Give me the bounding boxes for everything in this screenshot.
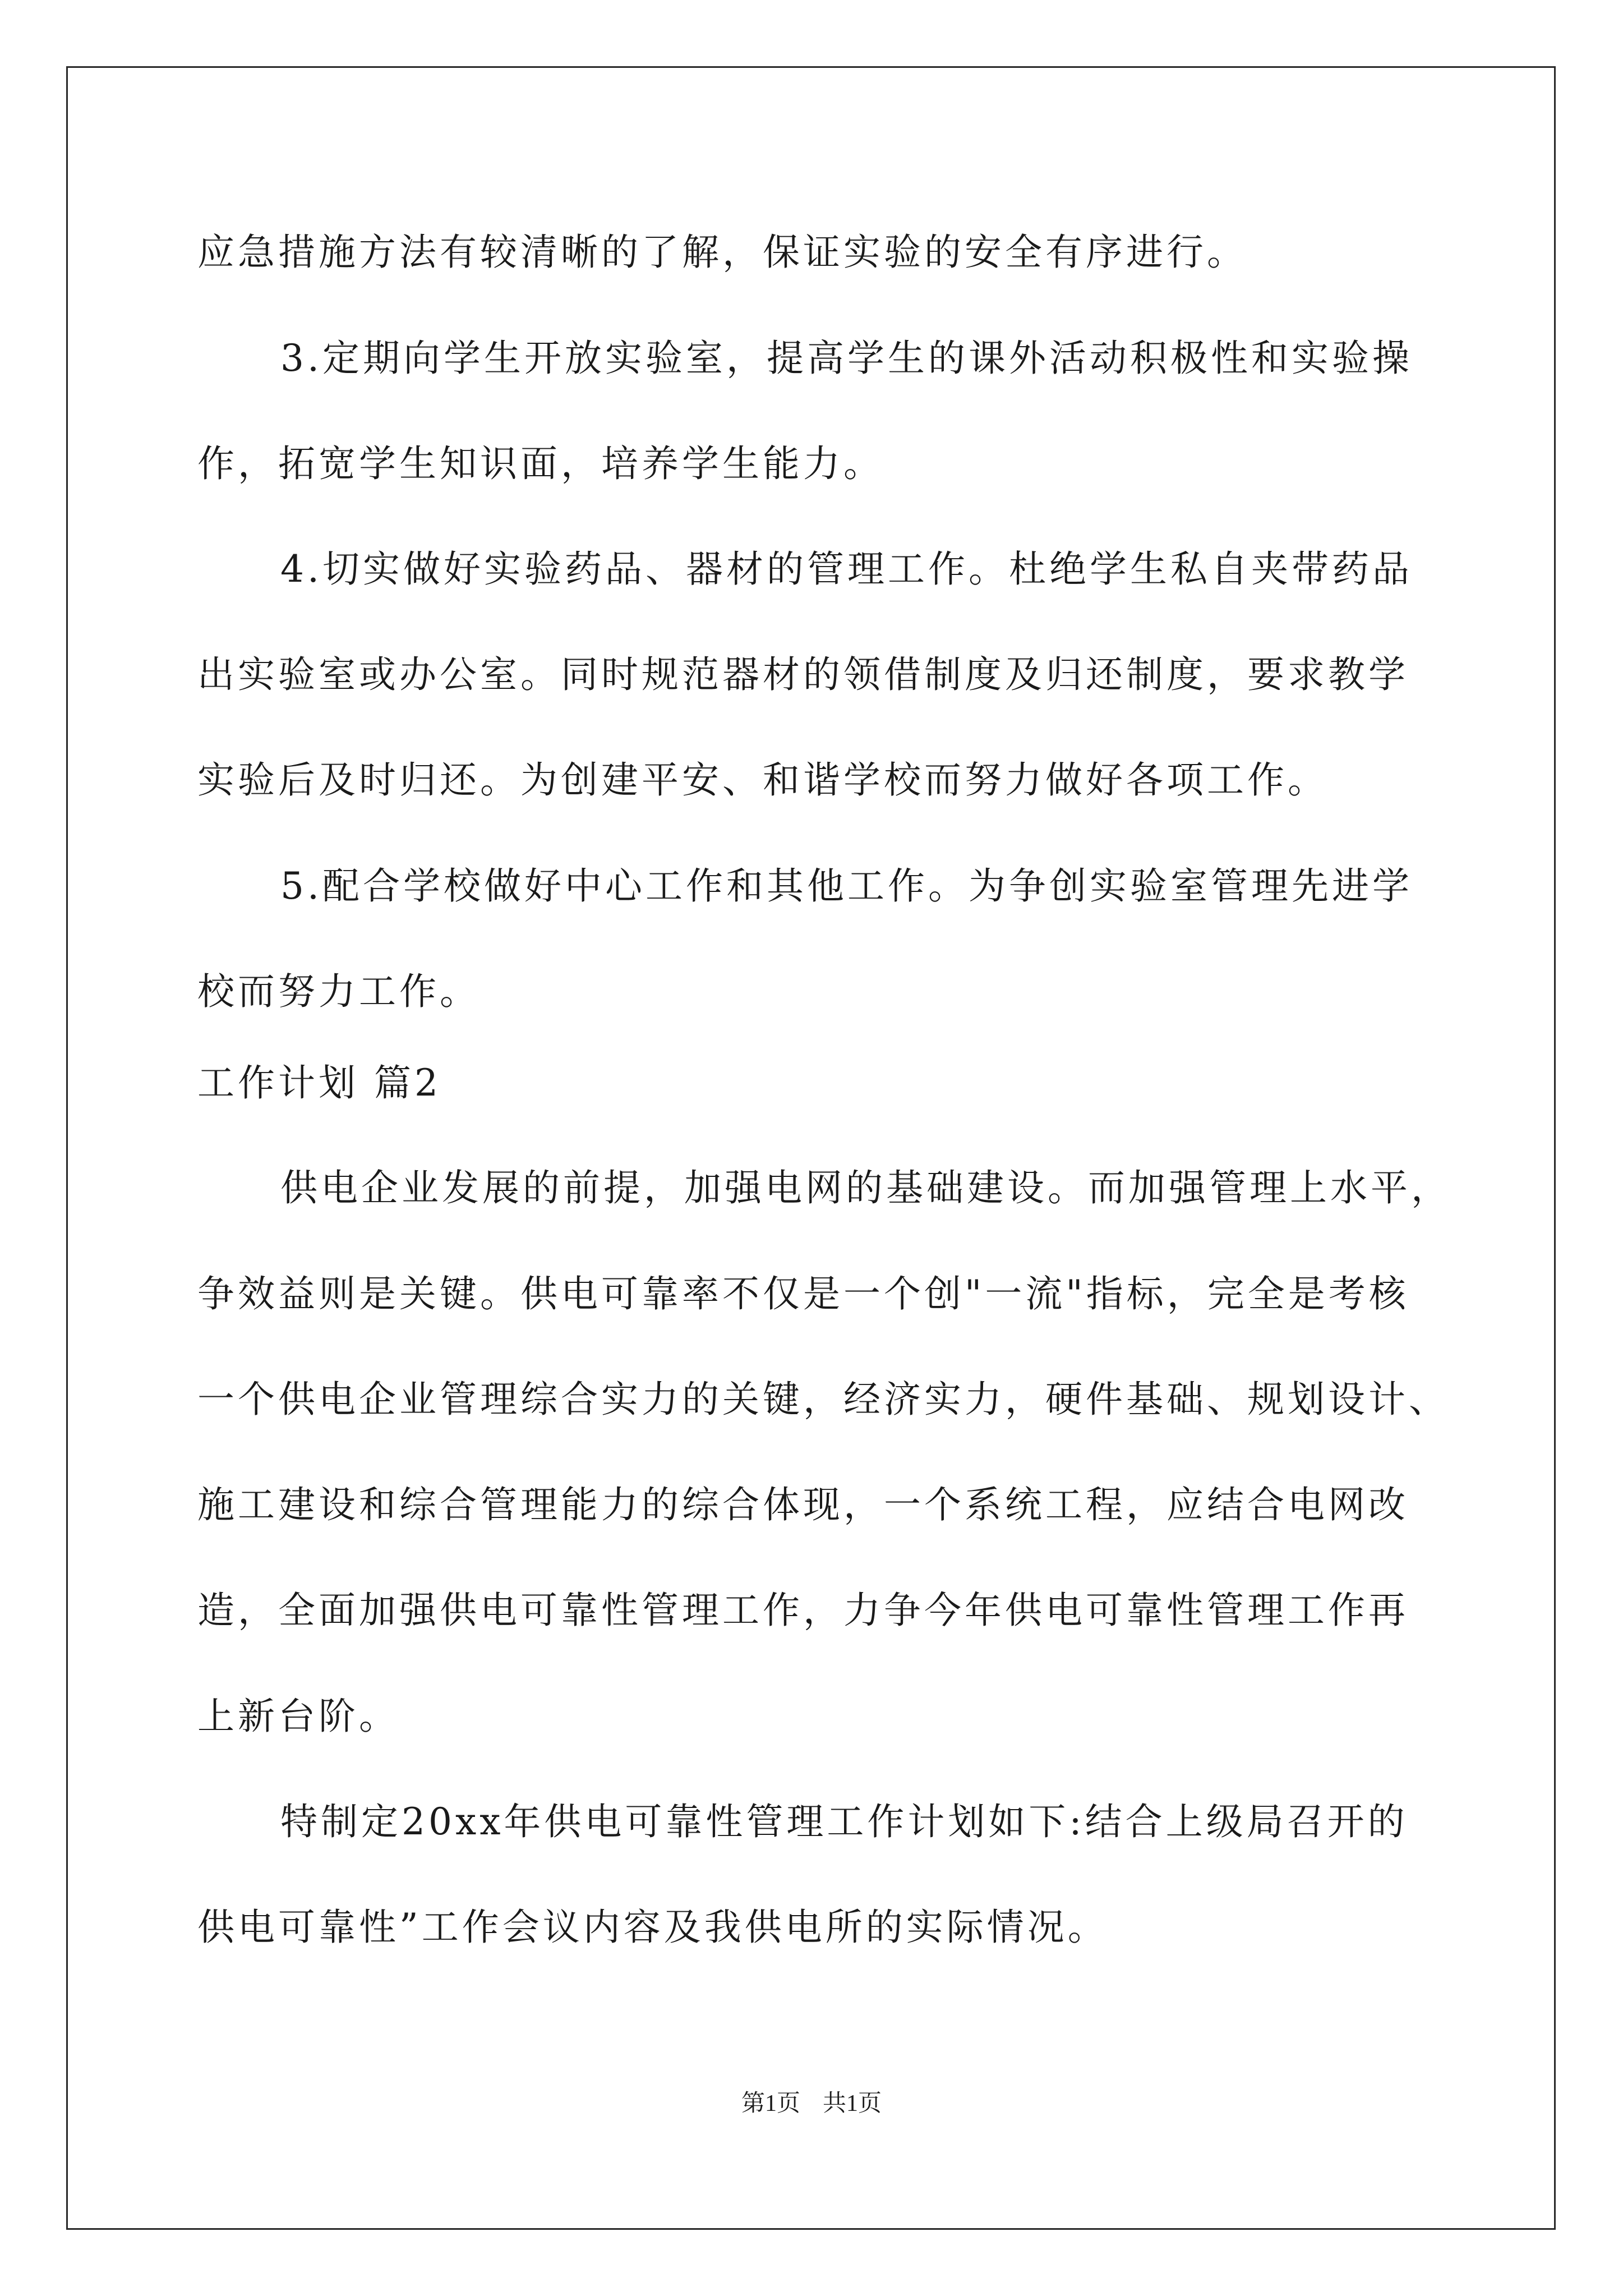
paragraph-line: 争效益则是关键。供电可靠率不仅是一个创"一流"指标，完全是考核 bbox=[197, 1272, 1409, 1315]
paragraph-line: 校而努力工作。 bbox=[197, 970, 480, 1013]
paragraph-line: 作，拓宽学生知识面，培养学生能力。 bbox=[197, 442, 884, 485]
section-heading: 工作计划 篇2 bbox=[197, 1061, 441, 1105]
paragraph-line: 造，全面加强供电可靠性管理工作，力争今年供电可靠性管理工作再 bbox=[197, 1589, 1409, 1632]
paragraph-line: 应急措施方法有较清晰的了解，保证实验的安全有序进行。 bbox=[197, 231, 1247, 274]
paragraph-line: 5.配合学校做好中心工作和其他工作。为争创实验室管理先进学 bbox=[280, 864, 1413, 908]
paragraph-line: 一个供电企业管理综合实力的关键，经济实力，硬件基础、规划设计、 bbox=[197, 1378, 1449, 1421]
paragraph-line: 供电可靠性”工作会议内容及我供电所的实际情况。 bbox=[197, 1906, 1108, 1949]
paragraph-line: 实验后及时归还。为创建平安、和谐学校而努力做好各项工作。 bbox=[197, 758, 1328, 802]
paragraph-line: 3.定期向学生开放实验室，提高学生的课外活动积极性和实验操 bbox=[280, 337, 1413, 380]
paragraph-line: 施工建设和综合管理能力的综合体现，一个系统工程，应结合电网改 bbox=[197, 1483, 1409, 1526]
page-footer bbox=[0, 2087, 1623, 2120]
paragraph-line: 出实验室或办公室。同时规范器材的领借制度及归还制度，要求教学 bbox=[197, 653, 1409, 696]
page-number-current: 第1页 bbox=[741, 2091, 800, 2116]
paragraph-line: 供电企业发展的前提，加强电网的基础建设。而加强管理上水平， bbox=[280, 1166, 1451, 1209]
paragraph-line: 特制定20xx年供电可靠性管理工作计划如下:结合上级局召开的 bbox=[280, 1800, 1408, 1843]
paragraph-line: 4.切实做好实验药品、器材的管理工作。杜绝学生私自夹带药品 bbox=[280, 547, 1413, 591]
paragraph-line: 上新台阶。 bbox=[197, 1695, 399, 1738]
page-number-total: 共1页 bbox=[823, 2091, 882, 2116]
